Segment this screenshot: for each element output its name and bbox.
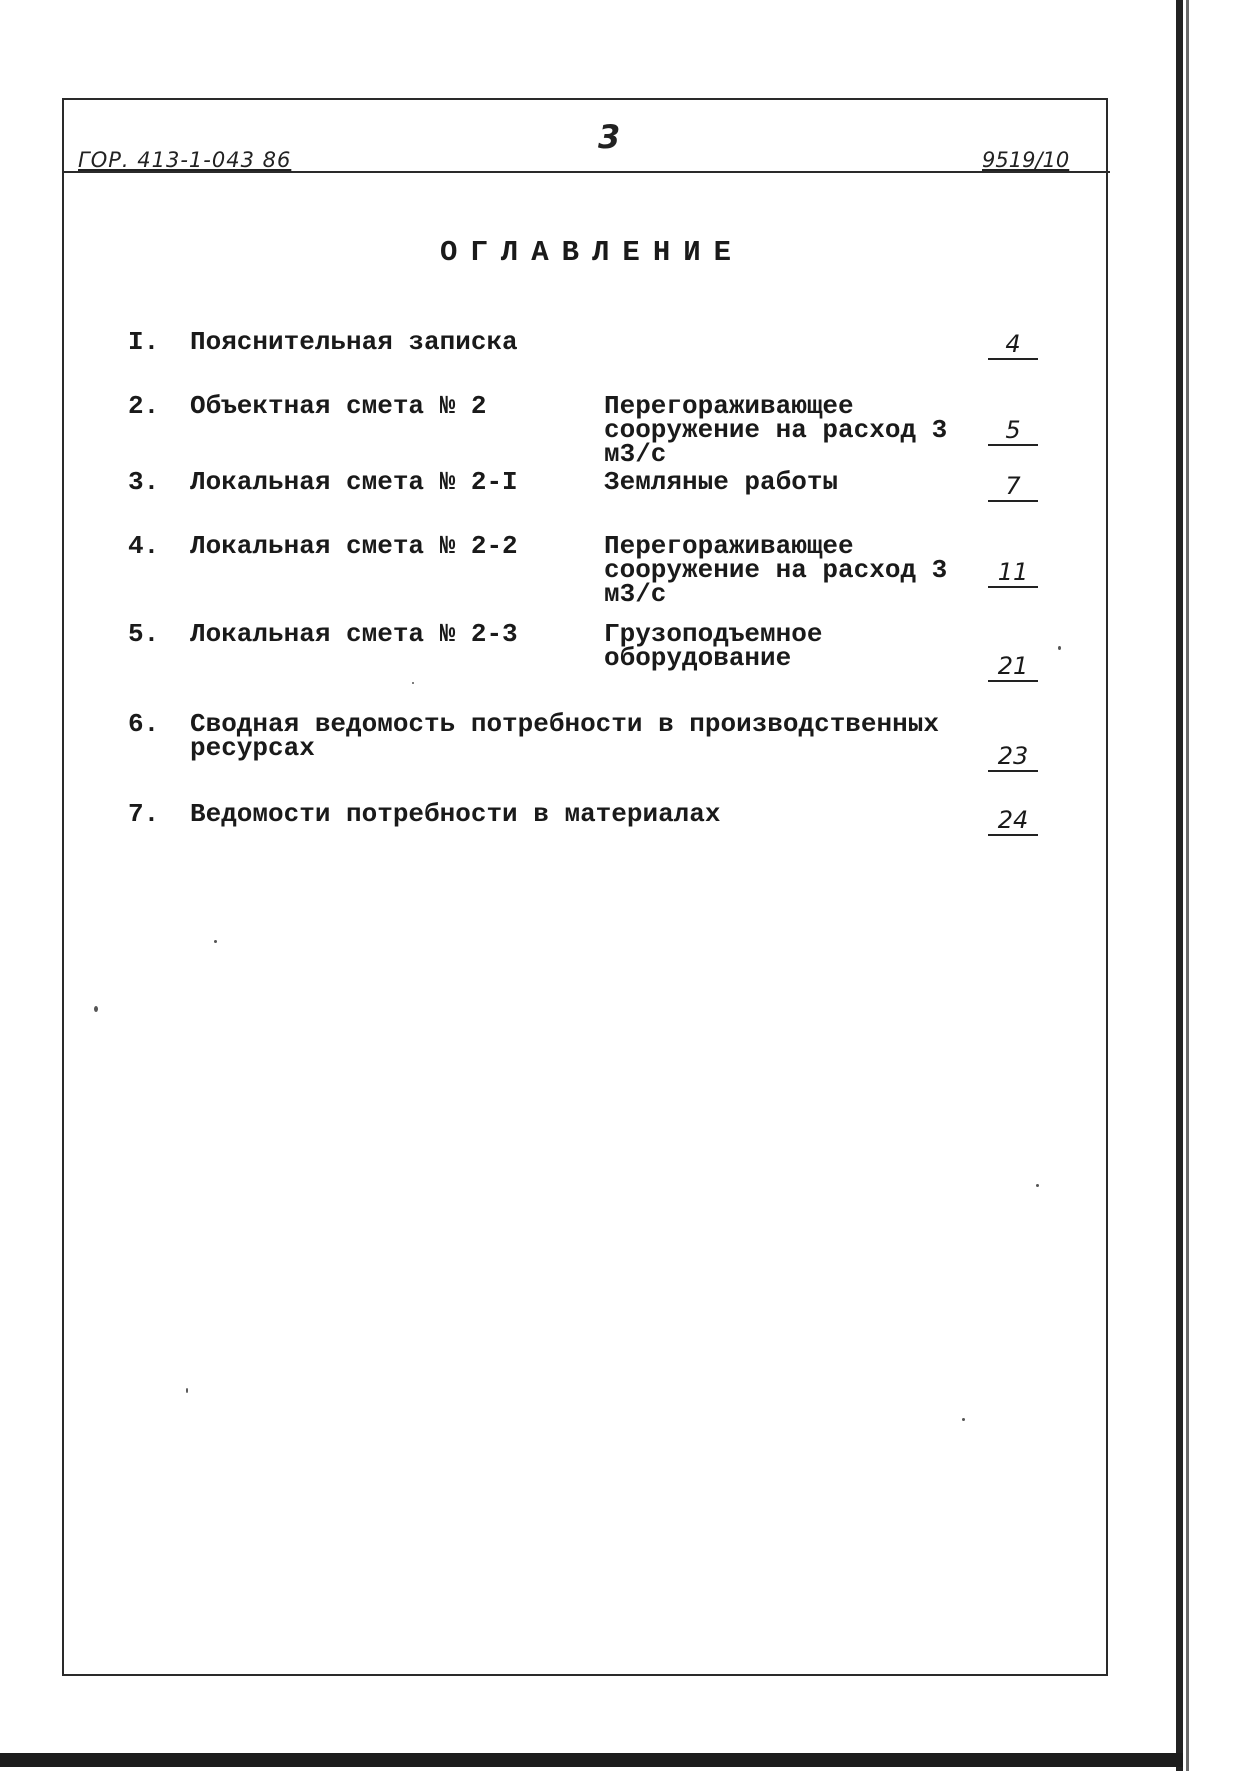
toc-entry-number: 3.: [128, 467, 160, 497]
toc-entry-name: Ведомости потребности в материалах: [190, 799, 721, 829]
toc-entry-number: 7.: [128, 799, 160, 829]
page-title: ОГЛАВЛЕНИЕ: [440, 236, 745, 269]
toc-entry-name: Локальная смета № 2-2: [190, 531, 518, 561]
toc-entry-page: 21: [988, 652, 1038, 682]
toc-entry-description: Перегораживающее сооружение на расход 3 м3/с: [604, 531, 948, 609]
archive-number: 9519/10: [982, 148, 1070, 172]
toc-entry-number: 5.: [128, 619, 160, 649]
toc-entry-page: 23: [988, 742, 1038, 772]
scan-edge-right: [1176, 0, 1183, 1771]
scan-speck: [1058, 646, 1061, 650]
toc-entry-name: Сводная ведомость потребности в производственных ресурсах: [190, 709, 939, 763]
scan-speck: [186, 1388, 188, 1393]
toc-entry-number: 4.: [128, 531, 160, 561]
toc-entry-number: I.: [128, 327, 160, 357]
scan-edge-right-thin: [1186, 0, 1189, 1771]
scan-speck: [214, 940, 217, 943]
toc-entry-number: 2.: [128, 391, 160, 421]
scan-speck: [1036, 1184, 1039, 1187]
toc-entry-page: 11: [988, 558, 1038, 588]
page-number: 3: [598, 118, 621, 156]
toc-entry-page: 5: [988, 416, 1038, 446]
toc-entry-name: Пояснительная записка: [190, 327, 518, 357]
scan-edge-bottom: [0, 1753, 1183, 1767]
toc-entry-page: 4: [988, 330, 1038, 360]
toc-entry-description: Перегораживающее сооружение на расход 3 м3/с: [604, 391, 948, 469]
toc-entry-name: Объектная смета № 2: [190, 391, 487, 421]
document-code: ГОР. 413-1-043 86: [78, 148, 292, 172]
toc-entry-description: Грузоподъемное оборудование: [604, 619, 823, 673]
toc-entry-page: 24: [988, 806, 1038, 836]
toc-entry-number: 6.: [128, 709, 160, 739]
toc-entry-description: Земляные работы: [604, 467, 839, 497]
scan-speck: [962, 1418, 965, 1421]
scan-speck: [412, 682, 414, 684]
scan-speck: [94, 1006, 98, 1012]
toc-entry-name: Локальная смета № 2-3: [190, 619, 518, 649]
toc-entry-name: Локальная смета № 2-I: [190, 467, 518, 497]
toc-entry-page: 7: [988, 472, 1038, 502]
